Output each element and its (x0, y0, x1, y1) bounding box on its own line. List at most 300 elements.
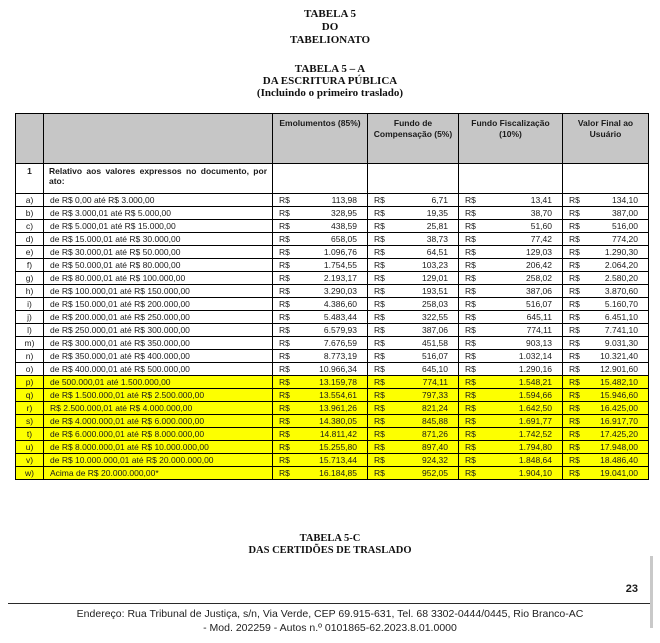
currency-symbol: R$ (465, 442, 476, 452)
cell-value: 1.848,64 (518, 455, 552, 465)
currency-symbol: R$ (465, 260, 476, 270)
currency-symbol: R$ (465, 429, 476, 439)
row-range: Acima de R$ 20.000.000,00* (44, 467, 273, 480)
cell-value: 1.290,16 (518, 364, 552, 374)
section-empty-cell (563, 164, 649, 194)
cell-emolumentos (273, 389, 368, 402)
cell-emolumentos (273, 402, 368, 415)
fee-row (16, 428, 649, 441)
cell-valor-final (563, 233, 649, 246)
cell-fiscalizacao (459, 220, 563, 233)
cell-value: 774,20 (612, 234, 638, 244)
bottom-title-line-2: DAS CERTIDÕES DE TRASLADO (248, 545, 412, 556)
cell-fiscalizacao (459, 415, 563, 428)
cell-valor-final (563, 441, 649, 454)
cell-value: 113,98 (331, 195, 357, 205)
fee-row (16, 402, 649, 415)
currency-symbol: R$ (465, 247, 476, 257)
currency-symbol: R$ (279, 468, 290, 478)
header-letter-cell (16, 114, 44, 164)
cell-value: 13,41 (530, 195, 552, 205)
cell-value: 103,23 (422, 260, 448, 270)
cell-fiscalizacao (459, 454, 563, 467)
cell-value: 6.451,10 (604, 312, 638, 322)
cell-value: 438,59 (331, 221, 357, 231)
cell-emolumentos (273, 207, 368, 220)
cell-emolumentos (273, 467, 368, 480)
currency-symbol: R$ (374, 468, 385, 478)
row-letter: i) (16, 298, 44, 311)
header-row (16, 114, 649, 164)
currency-symbol: R$ (279, 208, 290, 218)
currency-symbol: R$ (569, 468, 580, 478)
cell-value: 16.184,85 (319, 468, 357, 478)
cell-value: 16.917,70 (600, 416, 638, 426)
header-valor-final: Valor Final ao Usuário (563, 114, 649, 164)
cell-value: 19.041,00 (600, 468, 638, 478)
currency-symbol: R$ (465, 208, 476, 218)
cell-value: 1.548,21 (518, 377, 552, 387)
row-letter: t) (16, 428, 44, 441)
cell-compensacao (368, 441, 459, 454)
currency-symbol: R$ (374, 260, 385, 270)
fee-table-header (16, 114, 649, 164)
currency-symbol: R$ (465, 364, 476, 374)
currency-symbol: R$ (569, 221, 580, 231)
cell-value: 1.642,50 (518, 403, 552, 413)
currency-symbol: R$ (279, 338, 290, 348)
currency-symbol: R$ (569, 364, 580, 374)
section-empty-cell (459, 164, 563, 194)
fee-row (16, 298, 649, 311)
fee-table-body (16, 164, 649, 480)
header-compensacao: Fundo de Compensação (5%) (368, 114, 459, 164)
cell-compensacao (368, 324, 459, 337)
footer-divider (8, 603, 653, 604)
row-range: de R$ 6.000.000,01 até R$ 8.000.000,00 (44, 428, 273, 441)
row-range: de R$ 5.000,01 até R$ 15.000,00 (44, 220, 273, 233)
cell-value: 38,73 (426, 234, 448, 244)
cell-fiscalizacao (459, 350, 563, 363)
cell-value: 387,00 (612, 208, 638, 218)
cell-compensacao (368, 259, 459, 272)
currency-symbol: R$ (569, 286, 580, 296)
cell-valor-final (563, 207, 649, 220)
cell-value: 516,00 (612, 221, 638, 231)
row-letter: j) (16, 311, 44, 324)
page-footer (0, 607, 660, 635)
row-letter: w) (16, 467, 44, 480)
row-letter: g) (16, 272, 44, 285)
cell-value: 2.064,20 (604, 260, 638, 270)
cell-value: 1.290,30 (604, 247, 638, 257)
currency-symbol: R$ (569, 403, 580, 413)
cell-value: 6.579,93 (323, 325, 357, 335)
currency-symbol: R$ (279, 273, 290, 283)
cell-value: 387,06 (526, 286, 552, 296)
currency-symbol: R$ (279, 351, 290, 361)
fee-row (16, 220, 649, 233)
cell-fiscalizacao (459, 246, 563, 259)
cell-value: 4.386,60 (323, 299, 357, 309)
cell-emolumentos (273, 311, 368, 324)
cell-value: 13.159,78 (319, 377, 357, 387)
currency-symbol: R$ (279, 286, 290, 296)
currency-symbol: R$ (279, 403, 290, 413)
currency-symbol: R$ (374, 455, 385, 465)
cell-value: 18.486,40 (600, 455, 638, 465)
cell-emolumentos (273, 324, 368, 337)
cell-value: 206,42 (526, 260, 552, 270)
cell-emolumentos (273, 246, 368, 259)
cell-value: 258,03 (422, 299, 448, 309)
cell-emolumentos (273, 298, 368, 311)
cell-emolumentos (273, 194, 368, 207)
cell-value: 13.554,61 (319, 390, 357, 400)
row-letter: d) (16, 233, 44, 246)
fee-row (16, 311, 649, 324)
table-5c-title (0, 533, 660, 557)
cell-value: 12.901,60 (600, 364, 638, 374)
row-range: de R$ 3.000,01 até R$ 5.000,00 (44, 207, 273, 220)
currency-symbol: R$ (465, 221, 476, 231)
currency-symbol: R$ (374, 338, 385, 348)
row-range: de R$ 10.000.000,01 até R$ 20.000.000,00 (44, 454, 273, 467)
currency-symbol: R$ (465, 286, 476, 296)
currency-symbol: R$ (374, 195, 385, 205)
currency-symbol: R$ (569, 325, 580, 335)
fee-row (16, 233, 649, 246)
cell-value: 3.290,03 (323, 286, 357, 296)
cell-fiscalizacao (459, 467, 563, 480)
cell-value: 14.380,05 (319, 416, 357, 426)
fee-row (16, 363, 649, 376)
currency-symbol: R$ (465, 351, 476, 361)
subtitle-line-1: TABELA 5 – A (294, 63, 366, 75)
cell-value: 14.811,42 (319, 429, 357, 439)
cell-valor-final (563, 246, 649, 259)
currency-symbol: R$ (569, 455, 580, 465)
cell-emolumentos (273, 441, 368, 454)
cell-value: 13.961,26 (319, 403, 357, 413)
fee-row (16, 389, 649, 402)
fee-row (16, 272, 649, 285)
cell-value: 7.676,59 (323, 338, 357, 348)
cell-fiscalizacao (459, 376, 563, 389)
cell-compensacao (368, 402, 459, 415)
row-letter: m) (16, 337, 44, 350)
cell-compensacao (368, 376, 459, 389)
cell-value: 2.580,20 (604, 273, 638, 283)
currency-symbol: R$ (279, 221, 290, 231)
cell-value: 797,33 (422, 390, 448, 400)
currency-symbol: R$ (374, 273, 385, 283)
currency-symbol: R$ (279, 416, 290, 426)
currency-symbol: R$ (569, 351, 580, 361)
section-empty-cell (273, 164, 368, 194)
row-letter: a) (16, 194, 44, 207)
cell-value: 25,81 (426, 221, 448, 231)
row-letter: l) (16, 324, 44, 337)
cell-value: 952,05 (422, 468, 448, 478)
cell-valor-final (563, 428, 649, 441)
cell-value: 924,32 (422, 455, 448, 465)
cell-value: 15.713,44 (319, 455, 357, 465)
cell-value: 51,60 (530, 221, 552, 231)
row-range: de R$ 300.000,01 até R$ 350.000,00 (44, 337, 273, 350)
currency-symbol: R$ (279, 455, 290, 465)
document-title (0, 0, 660, 47)
cell-value: 845,88 (422, 416, 448, 426)
currency-symbol: R$ (569, 260, 580, 270)
currency-symbol: R$ (569, 429, 580, 439)
cell-value: 774,11 (422, 377, 448, 387)
currency-symbol: R$ (279, 325, 290, 335)
cell-compensacao (368, 194, 459, 207)
fee-row (16, 350, 649, 363)
cell-value: 871,26 (422, 429, 448, 439)
title-line-3: TABELIONATO (289, 34, 371, 46)
currency-symbol: R$ (279, 260, 290, 270)
cell-compensacao (368, 389, 459, 402)
cell-fiscalizacao (459, 233, 563, 246)
cell-emolumentos (273, 233, 368, 246)
cell-valor-final (563, 350, 649, 363)
row-letter: q) (16, 389, 44, 402)
cell-emolumentos (273, 259, 368, 272)
currency-symbol: R$ (279, 247, 290, 257)
cell-emolumentos (273, 376, 368, 389)
currency-symbol: R$ (465, 195, 476, 205)
currency-symbol: R$ (569, 234, 580, 244)
cell-value: 387,06 (422, 325, 448, 335)
currency-symbol: R$ (374, 325, 385, 335)
cell-compensacao (368, 363, 459, 376)
cell-compensacao (368, 311, 459, 324)
cell-value: 38,70 (530, 208, 552, 218)
cell-value: 1.691,77 (518, 416, 552, 426)
cell-fiscalizacao (459, 324, 563, 337)
footer-line-2: - Mod. 202259 - Autos n.º 0101865-62.2023.8.01.0000 (203, 622, 457, 634)
section-row (16, 164, 649, 194)
cell-fiscalizacao (459, 272, 563, 285)
cell-emolumentos (273, 337, 368, 350)
currency-symbol: R$ (465, 273, 476, 283)
footer-line-1: Endereço: Rua Tribunal de Justiça, s/n, Via Verde, CEP 69.915-631, Tel. 68 3302-0444/0445, Rio Branco-AC (76, 608, 584, 620)
fee-row (16, 194, 649, 207)
cell-valor-final (563, 415, 649, 428)
cell-emolumentos (273, 220, 368, 233)
header-emolumentos: Emolumentos (85%) (273, 114, 368, 164)
cell-value: 134,10 (612, 195, 638, 205)
currency-symbol: R$ (465, 403, 476, 413)
cell-value: 516,07 (422, 351, 448, 361)
cell-value: 821,24 (422, 403, 448, 413)
currency-symbol: R$ (374, 442, 385, 452)
cell-valor-final (563, 363, 649, 376)
cell-value: 129,01 (422, 273, 448, 283)
bottom-title-line-1: TABELA 5-C (299, 533, 361, 544)
cell-value: 1.904,10 (518, 468, 552, 478)
cell-value: 645,11 (526, 312, 552, 322)
row-range: de R$ 400.000,01 até R$ 500.000,00 (44, 363, 273, 376)
cell-fiscalizacao (459, 428, 563, 441)
cell-compensacao (368, 298, 459, 311)
cell-compensacao (368, 467, 459, 480)
cell-value: 658,05 (331, 234, 357, 244)
row-range: de R$ 50.000,01 até R$ 80.000,00 (44, 259, 273, 272)
fee-row (16, 337, 649, 350)
currency-symbol: R$ (374, 208, 385, 218)
cell-emolumentos (273, 350, 368, 363)
cell-fiscalizacao (459, 259, 563, 272)
row-letter: b) (16, 207, 44, 220)
cell-value: 16.425,00 (600, 403, 638, 413)
cell-compensacao (368, 428, 459, 441)
cell-value: 322,55 (422, 312, 448, 322)
currency-symbol: R$ (374, 429, 385, 439)
section-empty-cell (368, 164, 459, 194)
currency-symbol: R$ (465, 390, 476, 400)
fee-row (16, 259, 649, 272)
currency-symbol: R$ (465, 325, 476, 335)
cell-value: 6,71 (431, 195, 448, 205)
currency-symbol: R$ (279, 377, 290, 387)
currency-symbol: R$ (465, 468, 476, 478)
cell-valor-final (563, 298, 649, 311)
row-letter: f) (16, 259, 44, 272)
cell-fiscalizacao (459, 402, 563, 415)
cell-valor-final (563, 454, 649, 467)
row-range: de 500.000,01 até 1.500.000,00 (44, 376, 273, 389)
currency-symbol: R$ (374, 403, 385, 413)
cell-compensacao (368, 272, 459, 285)
cell-value: 328,95 (331, 208, 357, 218)
cell-emolumentos (273, 454, 368, 467)
cell-value: 1.794,80 (518, 442, 552, 452)
header-fiscalizacao: Fundo Fiscalização (10%) (459, 114, 563, 164)
cell-value: 17.948,00 (600, 442, 638, 452)
row-letter: u) (16, 441, 44, 454)
currency-symbol: R$ (374, 377, 385, 387)
cell-value: 17.425,20 (600, 429, 638, 439)
currency-symbol: R$ (374, 312, 385, 322)
row-range: de R$ 8.000.000,01 até R$ 10.000.000,00 (44, 441, 273, 454)
cell-value: 77,42 (530, 234, 552, 244)
cell-valor-final (563, 389, 649, 402)
cell-compensacao (368, 350, 459, 363)
currency-symbol: R$ (569, 338, 580, 348)
cell-value: 19,35 (426, 208, 448, 218)
row-letter: r) (16, 402, 44, 415)
cell-valor-final (563, 467, 649, 480)
cell-compensacao (368, 246, 459, 259)
cell-fiscalizacao (459, 298, 563, 311)
cell-fiscalizacao (459, 441, 563, 454)
currency-symbol: R$ (569, 273, 580, 283)
fee-row (16, 207, 649, 220)
currency-symbol: R$ (465, 416, 476, 426)
currency-symbol: R$ (279, 299, 290, 309)
row-letter: c) (16, 220, 44, 233)
cell-value: 10.966,34 (319, 364, 357, 374)
fee-table (15, 113, 649, 480)
cell-value: 10.321,40 (600, 351, 638, 361)
cell-fiscalizacao (459, 389, 563, 402)
currency-symbol: R$ (279, 195, 290, 205)
cell-valor-final (563, 194, 649, 207)
section-label: Relativo aos valores expressos no documento, por ato: (44, 164, 273, 194)
cell-value: 451,58 (422, 338, 448, 348)
currency-symbol: R$ (569, 377, 580, 387)
row-letter: p) (16, 376, 44, 389)
fee-row (16, 246, 649, 259)
cell-compensacao (368, 454, 459, 467)
currency-symbol: R$ (569, 416, 580, 426)
cell-fiscalizacao (459, 207, 563, 220)
cell-emolumentos (273, 272, 368, 285)
subtitle-line-3: (Incluindo o primeiro traslado) (256, 87, 404, 99)
cell-value: 903,13 (526, 338, 552, 348)
currency-symbol: R$ (569, 208, 580, 218)
currency-symbol: R$ (569, 312, 580, 322)
cell-value: 1.754,55 (323, 260, 357, 270)
fee-row (16, 454, 649, 467)
cell-valor-final (563, 220, 649, 233)
currency-symbol: R$ (374, 247, 385, 257)
fee-row (16, 441, 649, 454)
cell-compensacao (368, 337, 459, 350)
row-range: de R$ 200.000,01 até R$ 250.000,00 (44, 311, 273, 324)
fee-row (16, 415, 649, 428)
row-letter: e) (16, 246, 44, 259)
cell-emolumentos (273, 285, 368, 298)
currency-symbol: R$ (279, 234, 290, 244)
currency-symbol: R$ (569, 195, 580, 205)
table-5a-subtitle (0, 63, 660, 99)
cell-value: 645,10 (422, 364, 448, 374)
cell-fiscalizacao (459, 363, 563, 376)
fee-row (16, 467, 649, 480)
cell-valor-final (563, 324, 649, 337)
currency-symbol: R$ (374, 351, 385, 361)
row-range: R$ 2.500.000,01 até R$ 4.000.000,00 (44, 402, 273, 415)
cell-valor-final (563, 402, 649, 415)
currency-symbol: R$ (569, 247, 580, 257)
currency-symbol: R$ (465, 377, 476, 387)
cell-value: 1.742,52 (518, 429, 552, 439)
row-range: de R$ 0,00 até R$ 3.000,00 (44, 194, 273, 207)
cell-valor-final (563, 337, 649, 350)
currency-symbol: R$ (465, 234, 476, 244)
cell-value: 516,07 (526, 299, 552, 309)
row-letter: h) (16, 285, 44, 298)
fee-row (16, 324, 649, 337)
currency-symbol: R$ (374, 364, 385, 374)
cell-compensacao (368, 220, 459, 233)
currency-symbol: R$ (374, 390, 385, 400)
currency-symbol: R$ (279, 429, 290, 439)
section-number: 1 (16, 164, 44, 194)
row-range: de R$ 80.000,01 até R$ 100.000,00 (44, 272, 273, 285)
cell-value: 5.160,70 (604, 299, 638, 309)
row-range: de R$ 250.000,01 até R$ 300.000,00 (44, 324, 273, 337)
currency-symbol: R$ (465, 338, 476, 348)
cell-compensacao (368, 207, 459, 220)
row-range: de R$ 1.500.000,01 até R$ 2.500.000,00 (44, 389, 273, 402)
cell-value: 7.741,10 (604, 325, 638, 335)
row-letter: v) (16, 454, 44, 467)
